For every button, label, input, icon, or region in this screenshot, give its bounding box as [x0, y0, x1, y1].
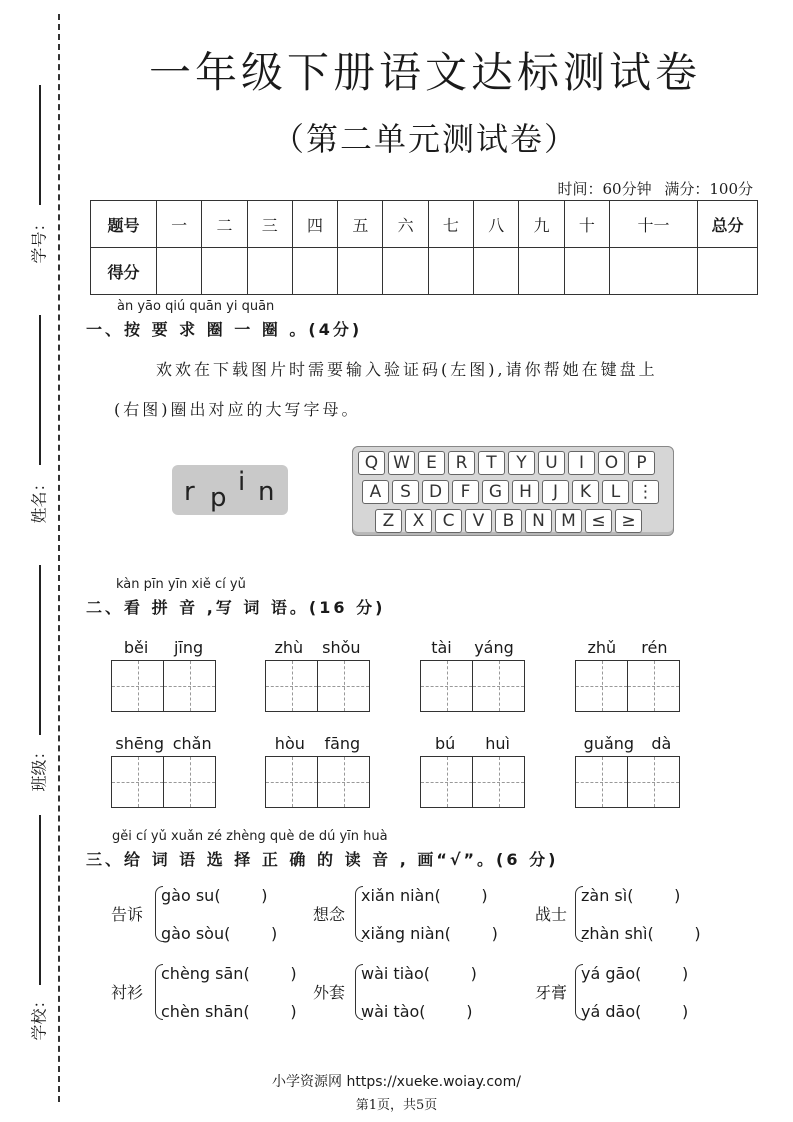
student-number-label: 学号： [29, 215, 49, 264]
tianzige-grid[interactable] [111, 756, 216, 808]
score-cell[interactable] [428, 248, 473, 295]
choice-group-zhanshi [535, 884, 735, 946]
word-box-houfang[interactable] [265, 734, 370, 808]
key[interactable]: R [448, 451, 475, 475]
key[interactable]: D [422, 480, 449, 504]
key[interactable]: ≤ [585, 509, 612, 533]
captcha-image [172, 465, 288, 515]
score-cell[interactable] [202, 248, 247, 295]
section3-pinyin: gěi cí yǔ xuǎn zé zhèng què de dú yīn huà [112, 829, 388, 844]
choice-term: 牙膏 [535, 983, 568, 1002]
score-table-score-row [91, 248, 758, 295]
choice-group-gaosu [111, 884, 301, 946]
key[interactable]: K [572, 480, 599, 504]
word-box-zhushou[interactable] [265, 638, 370, 712]
score-col-total: 总分 [698, 201, 758, 248]
choice-group-yagao [535, 962, 735, 1024]
score-col-2: 二 [202, 201, 247, 248]
key[interactable]: X [405, 509, 432, 533]
score-col-11: 十一 [609, 201, 697, 248]
section1-instruction-line1: 欢欢在下载图片时需要输入验证码(左图),请你帮她在键盘上 [156, 360, 658, 379]
section1-title: 一、按 要 求 圈 一 圈 。(4分) [86, 320, 363, 339]
key[interactable]: S [392, 480, 419, 504]
section2-title: 二、看 拼 音 ,写 词 语。(16 分) [86, 598, 386, 617]
word-pinyin: zhù shǒu [274, 638, 361, 657]
choice-option[interactable]: wài tiào( ) [361, 964, 477, 983]
key[interactable]: H [512, 480, 539, 504]
school-label: 学校： [29, 992, 49, 1041]
score-table [90, 200, 758, 295]
captcha-char: p [210, 483, 227, 513]
score-col-6: 六 [383, 201, 428, 248]
choice-option[interactable]: chèn shān( ) [161, 1002, 297, 1021]
word-box-beijing[interactable] [111, 638, 216, 712]
key[interactable]: Q [358, 451, 385, 475]
student-number-rule [39, 85, 41, 205]
key[interactable]: C [435, 509, 462, 533]
class-label: 班级： [29, 743, 49, 792]
word-pinyin: guǎng dà [583, 734, 672, 753]
time-limit: 时间：60分钟 [557, 180, 652, 198]
key[interactable]: I [568, 451, 595, 475]
key[interactable]: B [495, 509, 522, 533]
word-pinyin: bú huì [434, 734, 510, 753]
word-box-taiyang[interactable] [420, 638, 525, 712]
score-cell-total[interactable] [698, 248, 758, 295]
choice-group-xiangnian [313, 884, 523, 946]
name-label: 姓名： [29, 475, 49, 524]
school-rule [39, 815, 41, 985]
choice-option[interactable]: xiǎn niàn( ) [361, 886, 488, 905]
key[interactable]: Y [508, 451, 535, 475]
section2-pinyin: kàn pīn yīn xiě cí yǔ [116, 577, 246, 592]
choice-option[interactable]: wài tào( ) [361, 1002, 473, 1021]
tianzige-grid[interactable] [575, 660, 680, 712]
tianzige-grid[interactable] [575, 756, 680, 808]
section1-instruction-line2: (右图)圈出对应的大写字母。 [114, 400, 361, 419]
word-box-shengchan[interactable] [111, 734, 216, 808]
binding-dashed-line [58, 14, 60, 1102]
captcha-char: i [238, 467, 246, 497]
question-number-label: 题号 [91, 201, 157, 248]
choice-option[interactable]: gào sòu( ) [161, 924, 278, 943]
name-rule [39, 315, 41, 465]
score-cell[interactable] [564, 248, 609, 295]
key[interactable]: U [538, 451, 565, 475]
key[interactable]: O [598, 451, 625, 475]
score-col-5: 五 [338, 201, 383, 248]
key[interactable]: N [525, 509, 552, 533]
choice-option[interactable]: yá gāo( ) [581, 964, 689, 983]
score-cell[interactable] [247, 248, 292, 295]
key[interactable]: ≥ [615, 509, 642, 533]
class-rule [39, 565, 41, 735]
footer-site-link[interactable]: 小学资源网 https://xueke.woiay.com/ [272, 1074, 521, 1090]
exam-subtitle: （第二单元测试卷） [271, 120, 578, 158]
choice-option[interactable]: yá dāo( ) [581, 1002, 689, 1021]
key[interactable]: ⋮ [632, 480, 659, 504]
key[interactable]: M [555, 509, 582, 533]
full-score: 满分：100分 [664, 180, 753, 198]
keyboard-row-1 [358, 451, 655, 475]
score-col-3: 三 [247, 201, 292, 248]
keyboard-row-3 [375, 509, 642, 533]
choice-term: 告诉 [111, 905, 144, 924]
score-col-1: 一 [157, 201, 202, 248]
tianzige-grid[interactable] [265, 756, 370, 808]
tianzige-grid[interactable] [265, 660, 370, 712]
word-box-buhui[interactable] [420, 734, 525, 808]
word-box-guangda[interactable] [575, 734, 680, 808]
score-col-10: 十 [564, 201, 609, 248]
score-cell[interactable] [383, 248, 428, 295]
section3-title: 三、给 词 语 选 择 正 确 的 读 音 , 画“√”。(6 分) [86, 850, 559, 869]
score-col-9: 九 [519, 201, 564, 248]
choice-term: 战士 [535, 905, 568, 924]
tianzige-grid[interactable] [420, 660, 525, 712]
score-col-4: 四 [292, 201, 337, 248]
page-number: 第1页，共5页 [355, 1098, 438, 1113]
captcha-char: r [184, 477, 195, 507]
word-box-zhuren[interactable] [575, 638, 680, 712]
score-cell[interactable] [157, 248, 202, 295]
score-label: 得分 [91, 248, 157, 295]
score-cell[interactable] [519, 248, 564, 295]
choice-group-chenshan [111, 962, 311, 1024]
score-col-7: 七 [428, 201, 473, 248]
score-cell[interactable] [474, 248, 519, 295]
choice-option[interactable]: zàn sì( ) [581, 886, 681, 905]
key[interactable]: T [478, 451, 505, 475]
exam-title: 一年级下册语文达标测试卷 [148, 48, 701, 97]
choice-term: 外套 [313, 983, 346, 1002]
captcha-char: n [258, 477, 275, 507]
keyboard-image [352, 446, 674, 536]
key[interactable]: G [482, 480, 509, 504]
key[interactable]: F [452, 480, 479, 504]
tianzige-grid[interactable] [420, 756, 525, 808]
key[interactable]: E [418, 451, 445, 475]
key[interactable]: Z [375, 509, 402, 533]
choice-option[interactable]: gào su( ) [161, 886, 268, 905]
score-cell[interactable] [609, 248, 697, 295]
key[interactable]: L [602, 480, 629, 504]
word-pinyin: tài yáng [431, 638, 514, 657]
tianzige-grid[interactable] [111, 660, 216, 712]
choice-option[interactable]: zhàn shì( ) [581, 924, 701, 943]
choice-group-waitao [313, 962, 513, 1024]
choice-term: 衬衫 [111, 983, 144, 1002]
key[interactable]: J [542, 480, 569, 504]
choice-option[interactable]: chèng sān( ) [161, 964, 297, 983]
key[interactable]: V [465, 509, 492, 533]
key[interactable]: A [362, 480, 389, 504]
keyboard-row-2 [362, 480, 659, 504]
key[interactable]: W [388, 451, 415, 475]
word-pinyin: běi jīng [123, 638, 204, 657]
score-table-header-row [91, 201, 758, 248]
score-cell[interactable] [292, 248, 337, 295]
exam-meta [557, 178, 753, 199]
choice-term: 想念 [313, 905, 346, 924]
word-pinyin: zhǔ rén [587, 638, 668, 657]
score-cell[interactable] [338, 248, 383, 295]
section1-pinyin: àn yāo qiú quān yi quān [117, 299, 275, 314]
word-pinyin: shēng chǎn [115, 734, 212, 753]
word-pinyin: hòu fāng [274, 734, 361, 753]
choice-option[interactable]: xiǎng niàn( ) [361, 924, 498, 943]
key[interactable]: P [628, 451, 655, 475]
score-col-8: 八 [474, 201, 519, 248]
